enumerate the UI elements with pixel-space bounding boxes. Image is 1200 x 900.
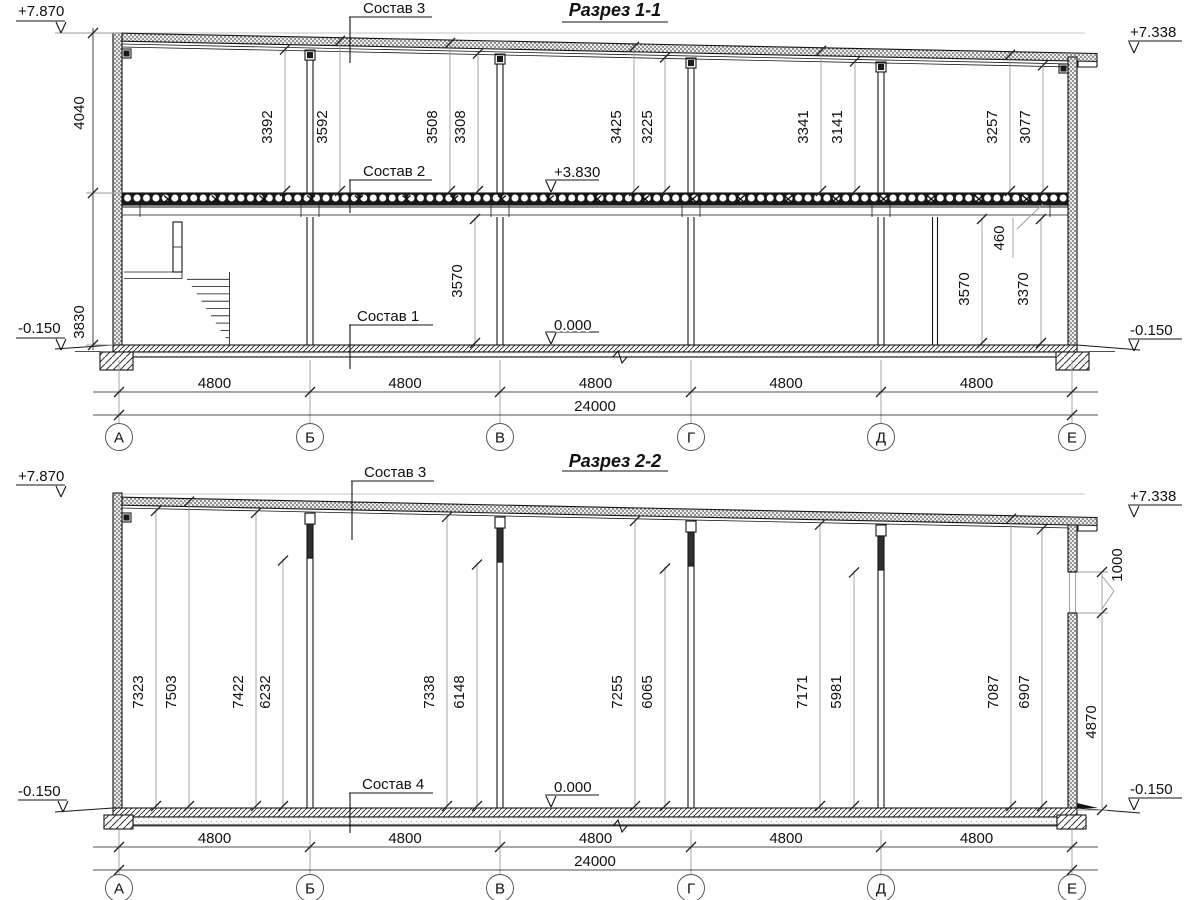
ground-apron: [1077, 808, 1140, 813]
axis-letter: Е: [1066, 429, 1078, 447]
ground-slab: [113, 345, 1077, 352]
dim-text-vertical: 3570: [449, 264, 466, 298]
elevation-text: 0.000: [554, 317, 592, 334]
axis-letter: Г: [686, 429, 696, 447]
dim-text: 4800: [769, 830, 803, 847]
ground-apron: [1077, 345, 1140, 350]
wall-right: [1068, 613, 1077, 810]
elevation-text: 0.000: [554, 779, 592, 796]
dim-text-vertical: 6065: [639, 675, 656, 709]
elevation-text: +7.870: [18, 3, 65, 20]
roof-edge-step: [1078, 525, 1097, 531]
axis-letter: В: [494, 880, 506, 898]
dim-text-vertical: 7087: [985, 675, 1002, 709]
elevation-arrow-icon: [56, 22, 61, 33]
elevation-text: +7.338: [1130, 488, 1177, 505]
elevation-arrow-icon: [546, 333, 551, 344]
dim-text-vertical: 6907: [1016, 675, 1033, 709]
elevation-arrow-icon: [58, 801, 63, 812]
elevation-arrow-icon: [56, 486, 61, 497]
axis-letter: Б: [305, 429, 315, 447]
column-bracket: [876, 525, 886, 536]
dim-text: 4800: [769, 375, 803, 392]
elevation-arrow-icon: [546, 796, 551, 807]
dim-text-vertical: 7323: [130, 675, 147, 709]
column-cap: [689, 61, 694, 66]
ground-apron: [55, 345, 113, 349]
composition-label: Состав 2: [363, 163, 426, 180]
axis-letter: Е: [1066, 880, 1078, 898]
composition-label: Состав 3: [364, 464, 427, 481]
axis-letter: А: [113, 880, 125, 898]
dim-text-vertical: 3425: [608, 110, 625, 144]
elevation-text: -0.150: [18, 320, 61, 337]
dim-text-vertical: 4040: [71, 96, 88, 130]
dim-text: 4800: [197, 830, 232, 847]
wall-bracket: [124, 51, 129, 56]
dim-text: 4800: [578, 830, 613, 847]
elevation-arrow-icon: [546, 181, 551, 192]
column-bracket: [495, 517, 505, 528]
elevation-arrow-icon: [1129, 42, 1134, 53]
wall-left: [113, 493, 122, 810]
wall-left: [113, 33, 122, 352]
foundation-block: [1057, 815, 1086, 829]
elevation-text: +3.830: [554, 164, 601, 181]
column-cap: [879, 64, 884, 69]
dim-text: 4800: [388, 375, 422, 392]
dim-text-vertical: 3370: [1015, 272, 1032, 306]
elevation-arrow-icon: [1134, 506, 1139, 517]
dim-text: 4800: [578, 375, 613, 392]
ground-slab: [113, 808, 1077, 817]
column-cap: [308, 53, 313, 58]
elevation-arrow-icon: [63, 801, 68, 812]
wall-right: [1068, 525, 1077, 572]
dim-text-vertical: 460: [991, 225, 1008, 251]
column-bracket: [305, 513, 315, 524]
dim-text-vertical: 1000: [1109, 548, 1126, 582]
section-title: Разрез 1-1: [568, 0, 662, 20]
wall-bracket: [1061, 66, 1066, 71]
elevation-text: +7.870: [18, 468, 65, 485]
elevation-text: +7.338: [1130, 24, 1177, 41]
composition-label: Состав 1: [357, 308, 420, 325]
dim-text-vertical: 3257: [984, 110, 1001, 144]
composition-label: Состав 4: [362, 776, 425, 793]
dim-text: 4800: [959, 830, 994, 847]
dim-text-vertical: 3077: [1017, 110, 1034, 144]
axis-letter: Д: [875, 429, 887, 447]
dim-text-vertical: 3592: [314, 110, 331, 144]
ground-base: [133, 817, 1057, 825]
wall-right: [1068, 57, 1077, 352]
elevation-text: -0.150: [1130, 322, 1173, 339]
elevation-arrow-icon: [1134, 799, 1139, 810]
column-splice: [497, 528, 503, 562]
axis-letter: В: [494, 429, 506, 447]
elevation-arrow-icon: [551, 333, 556, 344]
elevation-arrow-icon: [1134, 42, 1139, 53]
axis-letter: Д: [875, 880, 887, 898]
elevation-arrow-icon: [551, 796, 556, 807]
dim-text-vertical: 3392: [259, 110, 276, 144]
wall-base-wedge: [1077, 803, 1098, 808]
section-title: Разрез 2-2: [568, 451, 662, 471]
dim-text-vertical: 7422: [230, 675, 247, 709]
elevation-text: -0.150: [18, 783, 61, 800]
dim-text-vertical: 7338: [421, 675, 438, 709]
axis-letter: Б: [305, 880, 315, 898]
dim-text-vertical: 3341: [795, 110, 812, 144]
dim-text-vertical: 4870: [1083, 705, 1100, 739]
dim-text: 24000: [574, 398, 616, 415]
elevation-arrow-icon: [61, 22, 66, 33]
foundation-block: [1056, 352, 1089, 370]
elevation-arrow-icon: [1129, 799, 1134, 810]
dim-text: 24000: [574, 853, 616, 870]
dim-text-vertical: 7503: [163, 675, 180, 709]
column-cap: [498, 57, 503, 62]
dim-text-vertical: 3508: [424, 110, 441, 144]
elevation-arrow-icon: [61, 486, 66, 497]
leader-line: [1102, 591, 1114, 609]
dim-text-vertical: 3830: [71, 305, 88, 339]
dim-text: 4800: [197, 375, 232, 392]
elevation-arrow-icon: [551, 181, 556, 192]
column-splice: [307, 524, 313, 558]
dim-text-vertical: 5981: [828, 675, 845, 709]
axis-letter: А: [113, 429, 125, 447]
dim-text-vertical: 7171: [794, 675, 811, 709]
axis-letter: Г: [686, 880, 696, 898]
foundation-block: [104, 815, 133, 829]
foundation-block: [100, 352, 133, 370]
wall-bracket: [124, 515, 129, 520]
elevation-arrow-icon: [1129, 506, 1134, 517]
dim-text-vertical: 3225: [639, 110, 656, 144]
dim-text-vertical: 3570: [956, 272, 973, 306]
dim-text: 4800: [388, 830, 422, 847]
ground-base: [133, 352, 1057, 357]
dim-text-vertical: 6232: [257, 675, 274, 709]
composition-label: Состав 3: [363, 0, 426, 17]
dim-text-vertical: 7255: [609, 675, 626, 709]
column-bracket: [686, 521, 696, 532]
column-splice: [878, 536, 884, 570]
elevation-text: -0.150: [1130, 781, 1173, 798]
roof-edge-step: [1078, 61, 1097, 67]
dim-text-vertical: 6148: [451, 675, 468, 709]
leader-line: [1017, 204, 1043, 229]
dim-text-vertical: 3308: [452, 110, 469, 144]
column-splice: [688, 532, 694, 566]
dim-text-vertical: 3141: [829, 110, 846, 144]
dim-text: 4800: [959, 375, 994, 392]
